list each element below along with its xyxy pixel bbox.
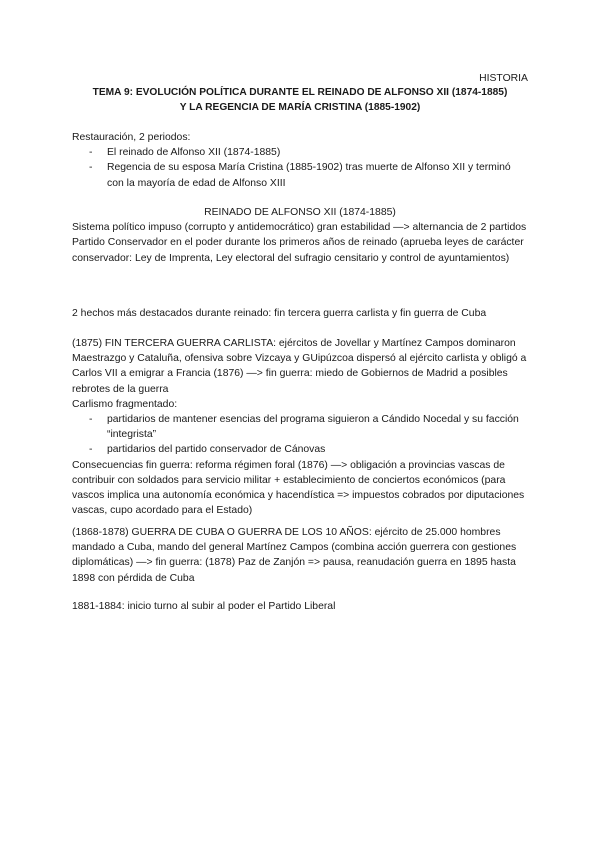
list-item: - Regencia de su esposa María Cristina (1885-1902) tras muerte de Alfonso XII y terminó con la mayoría de edad de Alfonso XIII <box>89 160 528 190</box>
paragraph: Sistema político impuso (corrupto y antidemocrático) gran estabilidad —> alternancia de 2 partidos <box>72 222 527 234</box>
list-item: - partidarios del partido conservador de Cánovas <box>89 442 528 457</box>
section-heading-reinado: REINADO DE ALFONSO XII (1874-1885) <box>204 207 396 218</box>
paragraph: Consecuencias fin guerra: reforma régimen foral (1876) —> obligación a provincias vascas de contribuir con soldados para servicio militar + establecimiento de conciertos económicos (para vascos implica una autonomía económica y hacendística => impuestos cobrados por diputaciones vascas, cupo acordado para el Estado) <box>72 459 525 517</box>
hechos-paragraph-block <box>72 306 528 321</box>
document-title <box>60 86 540 115</box>
title-line-1: TEMA 9: EVOLUCIÓN POLÍTICA DURANTE EL REINADO DE ALFONSO XII (1874-1885) <box>92 87 508 98</box>
restauracion-list <box>72 145 528 191</box>
paragraph: 2 hechos más destacados durante reinado: fin tercera guerra carlista y fin guerra de Cuba <box>72 308 487 319</box>
paragraph: (1875) FIN TERCERA GUERRA CARLISTA: ejércitos de Jovellar y Martínez Campos dominaron Maestrazgo y Cataluña, ofensiva sobre Vizcaya y GUipúzcoa dispersó al ejército carlista y obligó a Carlos VII a emigrar a Francia (1876) —> fin guerra: miedo de Gobiernos de Madrid a posibles rebrotes de la guerra <box>72 338 527 395</box>
restauracion-intro: Restauración, 2 periodos: <box>72 132 191 143</box>
list-item: - partidarios de mantener esencias del programa siguieron a Cándido Nocedal y su facción “integrista” <box>89 412 528 442</box>
subject-label: HISTORIA <box>479 73 528 84</box>
restauracion-section <box>72 130 528 191</box>
list-item: - El reinado de Alfonso XII (1874-1885) <box>89 145 528 160</box>
paragraph: (1868-1878) GUERRA DE CUBA O GUERRA DE LOS 10 AÑOS: ejército de 25.000 hombres mandado a Cuba, mando del general Martínez Campos (combina acción guerrera con gestiones diplomáticas) —> fin guerra: (1878) Paz de Zanjón => pausa, reanudación guerra en 1895 hasta 1898 con pérdida de Cuba <box>72 527 517 584</box>
paragraph: 1881-1884: inicio turno al subir al poder el Partido Liberal <box>72 601 336 612</box>
liberal-section <box>72 599 528 614</box>
paragraph: Partido Conservador en el poder durante los primeros años de reinado (aprueba leyes de carácter conservador: Ley de Imprenta, Ley electoral del sufragio censitario y control de ayuntamientos) <box>72 237 524 264</box>
paragraph: Carlismo fragmentado: <box>72 398 178 410</box>
carlista-section <box>72 336 528 518</box>
reinado-section <box>72 205 528 266</box>
carlismo-list <box>72 412 528 458</box>
title-line-2: Y LA REGENCIA DE MARÍA CRISTINA (1885-1902) <box>179 101 421 113</box>
cuba-section <box>72 525 528 586</box>
